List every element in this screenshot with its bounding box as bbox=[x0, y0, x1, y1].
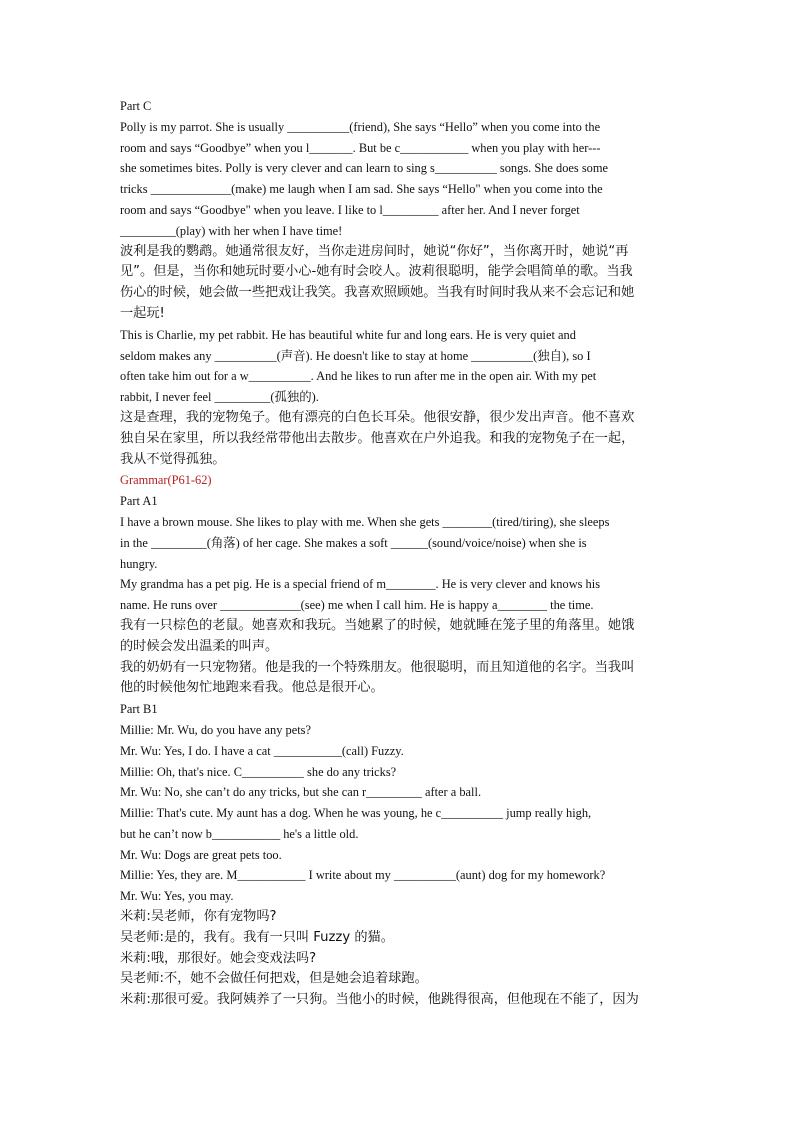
text-line: 伤心的时候，她会做一些把戏让我笑。我喜欢照顾她。当我有时间时我从来不会忘记和她 bbox=[120, 285, 635, 301]
text-line: 米莉:哦，那很好。她会变戏法吗? bbox=[120, 950, 317, 966]
text-line: Millie: Oh, that's nice. C__________ she do any tricks? bbox=[120, 764, 397, 779]
text-line: Millie: Yes, they are. M___________ I write about my __________(aunt) dog for my homework? bbox=[120, 868, 606, 883]
text-line: Mr. Wu: Yes, you may. bbox=[120, 889, 234, 904]
text-line: 波利是我的鹦鹉。她通常很友好，当你走进房间时，她说“你好”，当你离开时，她说“再 bbox=[120, 243, 629, 259]
text-line: 我有一只棕色的老鼠。她喜欢和我玩。当她累了的时候，她就睡在笼子里的角落里。她饿 bbox=[120, 617, 635, 633]
text-line: 他的时候他匆忙地跑来看我。他总是很开心。 bbox=[120, 680, 384, 696]
text-line: room and says “Goodbye” when you l_______. But be c___________ when you play with her--- bbox=[120, 140, 601, 155]
text-line: 这是查理，我的宠物兔子。他有漂亮的白色长耳朵。他很安静，很少发出声音。他不喜欢 bbox=[120, 409, 635, 425]
text-line: in the _________(角落) of her cage. She makes a soft ______(sound/voice/noise) when she is bbox=[120, 535, 587, 550]
text-line: This is Charlie, my pet rabbit. He has beautiful white fur and long ears. He is very quiet and bbox=[120, 327, 576, 342]
text-line: Polly is my parrot. She is usually __________(friend), She says “Hello” when you come into the bbox=[120, 119, 601, 134]
text-line: 米莉:吴老师，你有宠物吗? bbox=[120, 909, 277, 925]
text-line: she sometimes bites. Polly is very clever and can learn to sing s__________ songs. She does some bbox=[120, 161, 608, 176]
text-line: My grandma has a pet pig. He is a special friend of m________. He is very clever and knows his bbox=[120, 577, 601, 592]
text-line: _________(play) with her when I have time! bbox=[120, 223, 343, 238]
text-line: room and says “Goodbye" when you leave. I like to l_________ after her. And I never forget bbox=[120, 202, 580, 217]
document-page bbox=[120, 96, 680, 1011]
text-line: tricks _____________(make) me laugh when I am sad. She says “Hello" when you come into the bbox=[120, 182, 603, 197]
text-line: 吴老师:是的，我有。我有一只叫 Fuzzy 的猫。 bbox=[120, 929, 394, 945]
text-line: 我从不觉得孤独。 bbox=[120, 451, 226, 467]
text-line: 独自呆在家里，所以我经常带他出去散步。他喜欢在户外追我。和我的宠物兔子在一起， bbox=[120, 430, 635, 446]
text-line: Mr. Wu: Yes, I do. I have a cat ___________(call) Fuzzy. bbox=[120, 743, 404, 758]
text-line: rabbit, I never feel _________(孤独的). bbox=[120, 390, 319, 405]
text-line: 一起玩! bbox=[120, 305, 165, 321]
text-line: Millie: Mr. Wu, do you have any pets? bbox=[120, 722, 311, 737]
text-line: Part C bbox=[120, 99, 152, 113]
text-line: Mr. Wu: Dogs are great pets too. bbox=[120, 847, 282, 862]
text-line: hungry. bbox=[120, 556, 158, 571]
text-line: 吴老师:不，她不会做任何把戏，但是她会追着球跑。 bbox=[120, 971, 428, 987]
text-line: seldom makes any __________(声音). He doesn't like to stay at home __________(独自), so I bbox=[120, 348, 591, 363]
text-line: Part A1 bbox=[120, 494, 158, 509]
text-line: 见”。但是，当你和她玩时要小心-她有时会咬人。波莉很聪明，能学会唱简单的歌。当我 bbox=[120, 264, 633, 280]
text-line: Millie: That's cute. My aunt has a dog. When he was young, he c__________ jump really high, bbox=[120, 806, 592, 821]
text-line: 的时候会发出温柔的叫声。 bbox=[120, 638, 279, 654]
text-line: name. He runs over _____________(see) me when I call him. He is happy a________ the time. bbox=[120, 598, 594, 613]
text-line: Part B1 bbox=[120, 702, 158, 717]
text-line: I have a brown mouse. She likes to play with me. When she gets ________(tired/tiring), she sleeps bbox=[120, 514, 610, 529]
text-line: often take him out for a w__________. And he likes to run after me in the open air. With my pet bbox=[120, 369, 597, 384]
section-heading: Grammar(P61-62) bbox=[120, 473, 212, 488]
text-line: 米莉:那很可爱。我阿姨养了一只狗。当他小的时候，他跳得很高，但他现在不能了，因为 bbox=[120, 992, 639, 1008]
text-line: Mr. Wu: No, she can’t do any tricks, but she can r_________ after a ball. bbox=[120, 785, 482, 800]
text-line: 我的奶奶有一只宠物猪。他是我的一个特殊朋友。他很聪明，而且知道他的名字。当我叫 bbox=[120, 659, 635, 675]
text-line: but he can’t now b___________ he's a little old. bbox=[120, 826, 359, 841]
